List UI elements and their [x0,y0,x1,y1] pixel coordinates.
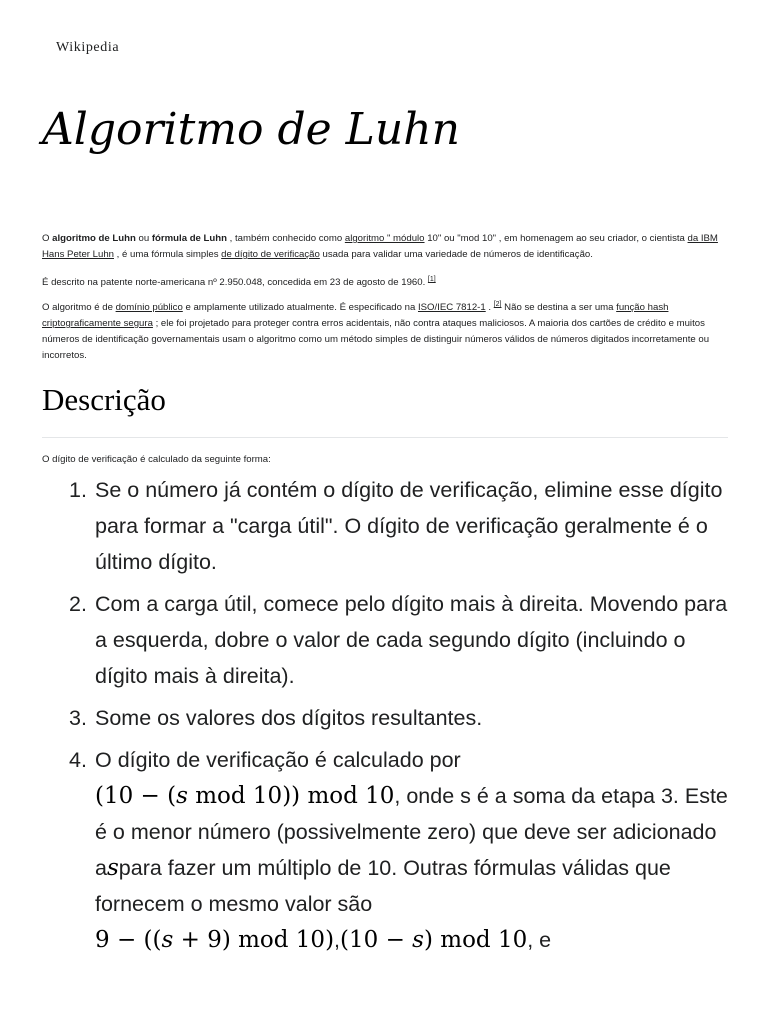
list-item [42,742,742,958]
intro-paragraph-2 [42,272,732,291]
step-text: Se o número já contém o dígito de verificação, elimine esse dígito para formar a "carga útil". O dígito de verificação geralmente é o último dígito. [95,478,723,574]
bold-term-formula: fórmula de Luhn [151,233,227,244]
step-number: 4. [69,748,87,772]
intro-text: usada para validar uma variedade de números de identificação. [319,249,593,260]
step-text: para fazer um múltiplo de 10. Outras fórmulas válidas que fornecem o mesmo valor são [95,856,671,916]
step-text: Com a carga útil, comece pelo dígito mais à direita. Movendo para a esquerda, dobre o valor de cada segundo dígito (incluindo o dígito mais à direita). [95,592,728,688]
link-modulo-algorithm[interactable]: algoritmo " módulo [344,233,425,244]
link-check-digit[interactable]: de dígito de verificação [221,249,320,260]
step-text: , e [527,928,552,952]
formula-alternative-2 [340,927,527,953]
wikipedia-logo[interactable]: Wikipedia [56,40,120,55]
step-number: 1. [69,478,87,502]
intro-text: É descrito na patente norte-americana nº 2.950.048, concedida em 23 de agosto de 1960. [42,277,428,288]
formula-part: (10 − [340,927,413,953]
section-heading-description: Descrição [42,382,166,417]
section-lead: O dígito de verificação é calculado da seguinte forma: [42,454,271,465]
citation-2[interactable]: [2] [493,301,502,308]
intro-text: 10" ou "mod 10" , em homenagem ao seu criador, o cientista [424,233,688,244]
intro-paragraph-1 [42,231,732,263]
link-cryptographic-hash[interactable]: função hash criptograficamente segura [42,302,669,329]
intro-text: , é uma fórmula simples [114,249,222,260]
citation-1[interactable]: [1] [427,276,436,283]
formula-alternative-1 [95,927,334,953]
intro-text: O algoritmo é de [42,302,116,313]
step-number: 2. [69,592,87,616]
intro-text: ; ele foi projetado para proteger contra erros acidentais, não contra ataques maliciosos. A maioria dos cartões de crédito e muitos números de identificação governamentais usam o algoritmo como um método simples de distinguir números válidos de números digitados incorretamente ou incorretos. [42,318,710,361]
formula-part: ) mod 10 [423,927,528,953]
step-text: , [334,928,341,952]
list-item [42,472,742,580]
formula-part: mod 10)) mod 10 [187,783,395,809]
formula-check-digit [95,783,394,809]
formula-variable: s [412,927,424,953]
steps-list [42,472,742,964]
list-item [42,700,742,736]
intro-text: . [485,302,494,313]
step-text: , onde s é a soma da etapa 3. Este é o menor número (possivelmente zero) que deve ser adicionado a [95,784,728,880]
intro-text: , também conhecido como [227,233,345,244]
intro-text: e amplamente utilizado atualmente. É especificado na [182,302,418,313]
intro-text: ou [135,233,152,244]
link-public-domain[interactable]: domínio público [115,302,183,313]
link-hans-peter-luhn[interactable]: da IBM Hans Peter Luhn [42,233,718,260]
step-text: Some os valores dos dígitos resultantes. [95,706,483,730]
formula-variable: s [176,783,188,809]
intro-text: O [42,233,53,244]
step-text: O dígito de verificação é calculado por [95,748,461,772]
formula-part: (10 − ( [95,783,177,809]
formula-variable: s [161,927,174,953]
page-title: Algoritmo de Luhn [42,104,460,155]
formula-variable: s [106,855,119,881]
section-divider [42,437,728,438]
intro-text: Não se destina a ser uma [501,302,617,313]
formula-part: + 9) mod 10) [173,927,335,953]
list-item [42,586,742,694]
bold-term-algorithm: algoritmo de Luhn [52,233,136,244]
link-iso-iec-7812-1[interactable]: ISO/IEC 7812-1 [417,302,486,313]
step-number: 3. [69,706,87,730]
formula-variable-inline [107,855,119,881]
intro-paragraph-3 [42,297,732,364]
formula-part: 9 − (( [95,927,162,953]
